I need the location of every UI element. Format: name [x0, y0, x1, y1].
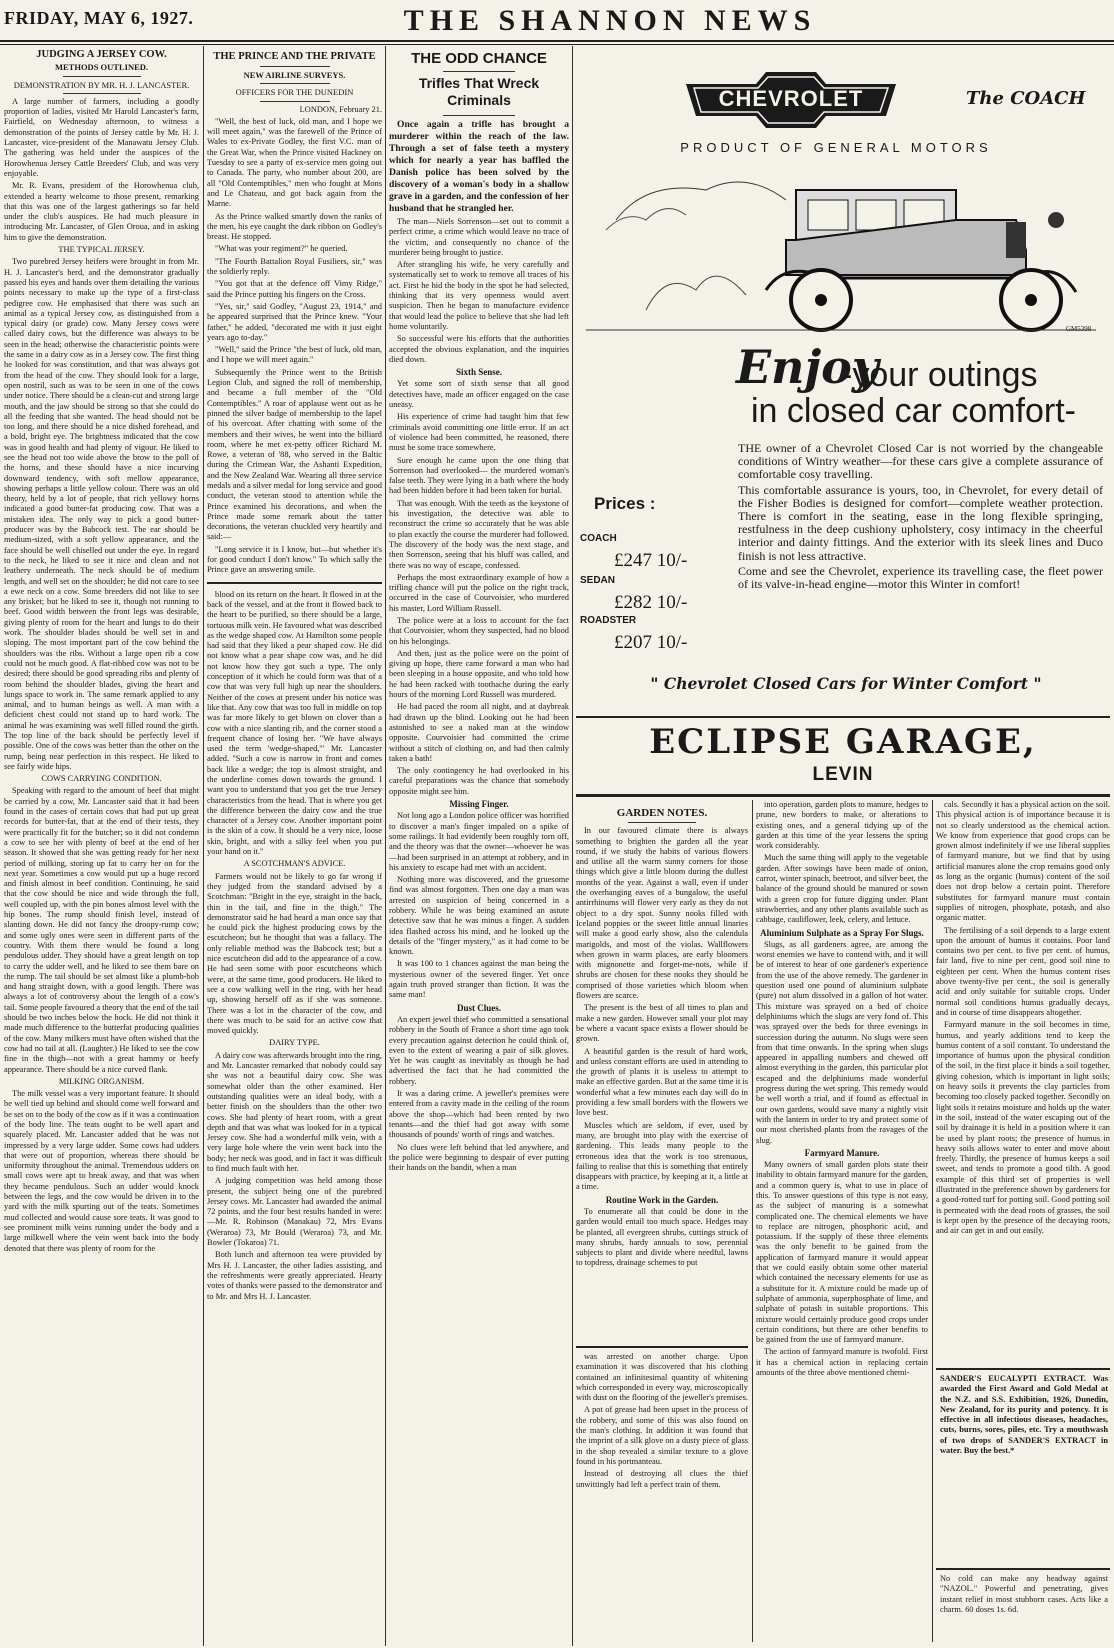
paragraph: "Well, the best of luck, old man, and I hope we will meet again," was the farewell of the Prince of Wales to ex-Private Godley, the first V.C. man of the Great War, when the Prince visited Hackney on Tuesday to see a party of ex-service men going out to Canada. The party, who number about 200, are all "Old Contemptibles," men who fought at Mons and Le Chateau, and got back again from the Marne. — [207, 116, 382, 209]
price-coach — [580, 528, 740, 572]
headline-line-2: in closed car comfort- — [751, 392, 1076, 430]
masthead-rule-thin — [0, 44, 1114, 45]
ad-text: SANDER'S EUCALYPTI EXTRACT. Was awarded the First Award and Gold Medal at the N.Z. and S.S. Exhibition, 1926, Dunedin, New Zealand, for its purity and potency. It is effective in all infectious diseases, headaches, cuts, burns, sores, piles, etc. Try a mouthwash of two drops of SANDER'S EXTRACT in water. Buy the best.* — [940, 1374, 1108, 1456]
masthead-rule — [0, 40, 1114, 42]
paragraph: into operation, garden plots to manure, hedges to prune, new borders to make, or alterations to existing ones, and a general tidying up of the garden at this time of the year lessens the spring work considerably. — [756, 800, 928, 851]
divider — [443, 71, 515, 72]
dateline: LONDON, February 21. — [299, 104, 382, 114]
model-label: ROADSTER — [580, 615, 637, 626]
brand-name: CHEVROLET — [718, 86, 864, 111]
paragraph: As the Prince walked smartly down the ranks of the men, his eye caught the dark ribbon on Godley's breast. He stopped. — [207, 211, 382, 242]
paragraph: Both lunch and afternoon tea were provided by Mrs H. J. Lancaster, the other ladies assisting, and the refreshments were greatly appreciated. Hearty votes of thanks were passed to the demonstrator and to Mr. and Mrs H. J. Lancaster. — [207, 1250, 382, 1301]
model-label: COACH — [580, 533, 617, 544]
article-jersey-cow — [4, 50, 199, 1642]
nazol-ad — [940, 1574, 1108, 1644]
section-heading: COWS CARRYING CONDITION. — [41, 774, 162, 784]
garden-notes-column-2 — [756, 800, 928, 1642]
paragraph: It was 100 to 1 chances against the man being the mysterious owner of the severed finger. Yet once again truth proved stranger than fiction. It was the same man! — [389, 959, 569, 1000]
section-heading: Farmyard Manure. — [804, 1147, 880, 1158]
paragraph: Farmyard manure in the soil becomes in time, humus, and yearly additions tend to keep the humus content of a soil constant. To understand the importance of humus upon the physical condition of the soil, in the first place it binds a soil together, giving cohesion, which is important in light soils; on heavy soils it prevents the clay particles from becoming too closely packed together. Secondly on light soils it retains moisture and holds up the water in the soil, instead of the water escaping out of the soil by drainage it is held in a position where it can be used by plant roots; the presence of humus in heavy soils allows water to enter and move about freely. Thirdly, the presence of humus keeps a soil sweet, and tends to promote a good tilth. A good example of this third set of properties is well illustrated in the preference shown by gardeners for a good-rotted turf for potting soil. Good potting soil is permeated with the dead roots of grasses, the soil is kept open by the presence of the decaying roots, and air can get in and out easily. — [936, 1020, 1110, 1236]
column-divider — [203, 46, 204, 1646]
paragraph: He had paced the room all night, and at daybreak had drawn up the blind. Looking out he had been astonished to see a naked man at the window opposite. Courvoisier had committed the crime without a stitch of clothing on, and had then calmly taken a bath! — [389, 702, 569, 763]
paragraph: was arrested on another charge. Upon examination it was discovered that his clothing contained an infinitesimal quantity of whitening which corresponded in every way, microscopically with dust on the flooring of the jeweller's premises. — [576, 1352, 748, 1403]
paragraph: The action of farmyard manure is twofold. First it has a chemical action in replacing certain amounts of the three above mentioned chemi- — [756, 1347, 928, 1378]
paragraph: The present is the best of all times to plan and make a new garden. However small your plot may be where a vacant space exists a flower should be grown. — [576, 1003, 748, 1044]
paragraph: No clues were left behind that led anywhere, and the police were beginning to despair of ever putting their hands on the bandit, when a man — [389, 1142, 569, 1173]
divider — [260, 83, 330, 84]
column-divider — [385, 46, 386, 1646]
article-title: JUDGING A JERSEY COW. — [36, 50, 167, 60]
paragraph: Not long ago a London police officer was horrified to discover a man's finger impaled on a spike of some railings. It had evidently been roughly torn off, and the theory was that the owner—whoever he was—had been surprised in an attempt at robbery, and in his anxiety to escape had met with an accident. — [389, 811, 569, 872]
paragraph: The man—Niels Sorrenson—set out to commit a perfect crime, a crime which would leave no trace of the victim, and consequently no chance of the murderer being brought to justice. — [389, 217, 569, 257]
article-subtitle: NEW AIRLINE SURVEYS. — [243, 70, 346, 80]
paragraph: A pot of grease had been upset in the process of the robbery, and some of this was also found on the man's clothing. In addition it was found that the imprint of a silk glove on a dusty piece of glass in the shop revealed a similar texture to a glove found in his portmanteau. — [576, 1405, 748, 1466]
paragraph: In our favoured climate there is always something to brighten the garden all the year round, if we study the habits of various flowers and utilise all the warm sunny corners for those things which give a little bloom during the dullest months of the year. Against a wall, even if under the overhanging eaves of a bungalow, the useful antirrhinums will flower very early as they do not object to a dry spot. Sunny nooks filled with Iceland poppies or the sweet little annual linaries will make a good early show, also the calendula marigolds, and most of the violas. Wallflowers when grown in warm places, are early bloomers with mignonette and forget-me-nots, while if shrubs are chosen for these nooks they should be comprised of those varieties which bloom when flowers are scarce. — [576, 826, 748, 1001]
paragraph: Muscles which are seldom, if ever, used by many, are brought into play with the exercise of gardening. This leads many people to the erroneous idea that the work is too strenuous, failing to realise that this is something that entirely disappears with practice, by keeping at it, a little at a time. — [576, 1120, 748, 1192]
column-divider — [932, 800, 933, 1642]
divider — [260, 101, 330, 102]
article-title: THE PRINCE AND THE PRIVATE — [213, 51, 376, 62]
section-rule — [576, 1346, 748, 1348]
chevrolet-advertisement — [576, 50, 1110, 712]
car-illustration-icon — [586, 160, 1096, 340]
paragraph: The fertilising of a soil depends to a large extent upon the amount of humus it contains. Poor land contains two per cent. to five per cent. of humus, fair land, five to nine per cent, good soil nine to eighteen per cent. When the humus content rises above twenty-five per cent., the soil is generally acid and only suitable for suitable crops. Under normal soil conditions humus gradually decays, and in course of time disappears altogether. — [936, 925, 1110, 1017]
paragraph: It was a daring crime. A jeweller's premises were entered from a cavity made in the ceiling of the room above the shop—which had been rented by two tenants—and the thief had got away with some thousands of pounds' worth of rings and watches. — [389, 1089, 569, 1140]
price-value: £207 10/- — [614, 632, 688, 653]
paragraph: "You got that at the defence off Vimy Ridge," said the Prince putting his fingers on the Cross. — [207, 279, 382, 299]
paragraph: Sure enough he came upon the one thing that Sorrenson had overlooked— the murdered woman's false teeth. They were lying in a bath where the body had been hidden before it had been taken for burial. — [389, 455, 569, 496]
paragraph: Nothing more was discovered, and the gruesome find was almost forgotten. Then one day a man was arrested on suspicion of being concerned in a robbery. While he was being examined an astute detective saw that he was minus a finger. A sudden idea flashed across his mind, and he looked up the details of the "finger mystery," as it had come to be known. — [389, 875, 569, 957]
article-byline: OFFICERS FOR THE DUNEDIN — [235, 87, 354, 98]
price-value: £247 10/- — [614, 550, 688, 571]
paragraph: An expert jewel thief who committed a sensational robbery in the South of France a short time ago took every precaution against detection he could think of, even to the extent of wearing a pair of silk gloves. Yet he was caught as inevitably as though he had advertised the fact that he had committed the robbery. — [389, 1014, 569, 1086]
section-heading: Dust Clues. — [456, 1002, 501, 1013]
article-odd-chance-continued — [576, 1352, 748, 1642]
paragraph: Two purebred Jersey heifers were brought in from Mr. H. J. Lancaster's herd, and the demonstrator gradually passed his eyes and hands over them detailing the various points necessary to make up the type of a first-class pedigree cow. He emphasised that there was such an animal as a typical Jersey cow, as distinguished from a typical dairy (or grade) cow. Many Jersey cows were called dairy cows, but the difference was always to be seen in the head; otherwise the characteristic points were the same in a dairy cow as in a Jersey cow. The first thing he looked for was constitution, and that was always got from the head of the cow. They should look for a large, open nostril, such as was to be seen in one of the cows under notice. There should be a clean-cut and strong large mouth, and the jaw should be strong so that she could do all the feeding that she wanted. The head should not be too long, and there should be a nice dished forehead, and a bold, bright eye. The brightness indicated that the cow was in good health and had plenty of vigour. He liked to see the head not too wide above the brow to the poll of the horns, and these should have a nice incurving downward tendency, with soft mellow appearance, showing perhaps a little yellow colour. There was an old theory, held by a lot of people, that rich yellowy horns indicated a good butter-fat producing cow. That was a mistaken idea. The only way to pick a good butter-producer was by the Babcock test. The ear should be medium-sized, with a soft yellow appearance, and the face should be well chiselled out under the eye. In regard to the neck, he liked to see it nice and clean and not leathery underneath. The neck should be of medium length, and well set on the shoulder; he did not care to see a ewe neck on a cow. Some breeders did not like to see any brisket; but he liked to see it, though not running to beef. Good width between the front legs was desirable, giving plenty of room for the heart and lungs to do their work. The shoulder blades should be well set in and sloping. The most important part of the cow behind the shoulders was the ribs. Without a large open rib a cow could not be much good. A flat-ribbed cow was not to be desired; there should be good spreading ribs and plenty of room behind the shoulder blades, giving the heart and lungs space to work in. The same remark applied to any animal, and to human beings as well. A man with a deficient chest could not stand up to hard work. The animal he was examining was well filled round the girth. The top line of the back should be perfectly level if possible. One of the cows was better than the other on the rump, being near perfection in this respect. He liked to see fairly wide hips. — [4, 257, 199, 771]
chevrolet-logo — [686, 72, 896, 128]
model-name: The COACH — [966, 88, 1086, 109]
paragraph: That was enough. With the teeth as the keystone of his investigation, the detective was able to reconstruct the crime so accurately that he was able to plan exactly the course the murderer had followed. The discovery of the body was the next stage, and then Sorrenson, seeing that his bluff was called, and there was no way of escape, confessed. — [389, 498, 569, 570]
paragraph: A beautiful garden is the result of hard work, and unless constant efforts are used in attending to the growth of plants it is useless to attempt to make an effective garden. But at the same time it is wonderful what a few minutes each day will do in providing a few small borders with the flowers we love best. — [576, 1046, 748, 1118]
paragraph: Speaking with regard to the amount of beef that might be carried by a cow, Mr. Lancaster said that it had been found in the cases of certain cows that had put up great records for butter-fat, that at the end of their tests, they were practically fit for the butcher; so it did not condemn a cow to see her with plenty of beef at the end of her season. It showed that she was getting ready for her next period of milking, storing up fat to carry her on for the next year. Sometimes a cow would put up a huge record and finish almost in beef condition. Continuing, he said that the cow should be nice and wide through the full, well coupled up, with the pin bones almost level with the hip bones. The rump should finish level, instead of slanting down. He did not fancy the droopy-rump cow; and some ugly ones were seen in different parts of the country. With them there would be found a long pendulous udder. They should have a great length on top to carry the udder well, and he liked to see them bare on the rump. The tail should be set almost like a plumb-bob and hang straight down, with a good length. There was always a lot of controversy about the length of a cow's tail. Some people favoured a theory that the end of the tail should be two inches below the hock. He did not think it made much difference to the butterfat producing qualities of the cow. Many milkers must have often wished that the cow had no tail at all. (Laughter.) He liked to see the cow fine in the thigh—not with a great hammy or beefy appearance. There should be a nice curved flank. — [4, 786, 199, 1074]
paragraph: A dairy cow was afterwards brought into the ring, and Mr. Lancaster remarked that nobody could say she was not a beautiful dairy cow. She was somewhat older than the other examined. Her outstanding qualities were an ideal body, with a better finish on the shoulders than the other two cows. She had plenty of heart room, with a great depth and that was what was looked for in a typical Jersey cow. She had a wonderful milk vein, with a very large hole where the vein went back into the body; her neck was good, and in fact it was difficult to find much fault with her. — [207, 1050, 382, 1173]
section-heading: MILKING ORGANISM. — [58, 1076, 145, 1086]
paragraph: "The Fourth Battalion Royal Fusiliers, sir," was the soldierly reply. — [207, 256, 382, 277]
paragraph: cals. Secondly it has a physical action on the soil. This physical action is of importance because it is not so clearly understood as the chemical action. We know from experience that good crops can be grown almost indefinitely if we use liberal supplies of farmyard manure, but we find that by using artificial manures alone the crop remains good only as long as the organic (humus) content of the soil does not drop below a certain point. Therefore substitutes for farmyard manure must contain supplies of nitrogen, phosphate, potash, and also organic matter. — [936, 800, 1110, 923]
ad-body-paragraph: This comfortable assurance is yours, too, in Chevrolet, for every detail of the Fisher Bodies is designed for comfort—complete weather protection. There is comfort in the seating, ease in the long flexible springing, restfulness in the deep cushiony upholstery, cosy intimacy in the cheerful interior and dainty fittings. And the exterior with its sleek lines and Duco finish is not less attractive. — [738, 482, 1103, 563]
article-title: GARDEN NOTES. — [616, 807, 708, 819]
section-heading: THE TYPICAL JERSEY. — [58, 245, 145, 255]
divider — [63, 76, 141, 77]
paragraph: His experience of crime had taught him that few criminals avoid committing one little error. If an act of violence had been committed, he reasoned, there must be some trace somewhere. — [389, 412, 569, 453]
headline-script: Enjoy — [736, 340, 879, 394]
column-divider — [572, 46, 573, 1646]
paragraph: The milk vessel was a very important feature. It should be well tied up behind and should come well forward and be set on to the body of the cow as if it was a continuation of the body line. The teats ought to be well apart and squarely placed. Mr. Lancaster added that he was not impressed by a very large udder. Some cows had udders that were out of proportion, whereas there should be uniformity throughout the animal. Tremendous udders on small cows were apt to break away, and that was when they became pendulous. Such an udder would knock between the legs, and the cow would be driven in to the yard with the milk spurting out of the teats. Sometimes mud collected and would cause sore teats. It was good to see prominent milk veins running under the body and a large milkwell where the vein went back into the body denoted that there was plenty of room for the — [4, 1089, 199, 1253]
paragraph: Perhaps the most extraordinary example of how a trifling chance will put the police on the right track, occurred in the case of Courvoisier, who murdered his master, Lord William Russell. — [389, 572, 569, 613]
paragraph: Instead of destroying all clues the thief unwittingly had left a perfect train of them. — [576, 1469, 748, 1489]
model-label: SEDAN — [580, 575, 616, 586]
divider — [260, 66, 330, 67]
paragraph: blood on its return on the heart. It flowed in at the back of the vessel, and at the front it flowed back to the heart to be purified, so there should be a large, tortuous milk vein. He favoured what was described as the wedge shaped cow. At Hamilton some people had said that they liked a pear shaped cow. He did not know what a pear shape cow was, and he did not know how they got such a type. The only conception of it which he could form was that of a cow that was very full high up near the shoulders. Neither of the cows at present under his notice was like that. Any cow that was too full in middle on top was far more likely to get blown on clover than a cow with a nice slanting rib, and the corner stood a frequent chance of losing her. "We have always used the term 'wedge-shaped,'" Mr. Lancaster added. "Such a cow is narrow in front and comes back like a wedge; the top is almost straight, and the underline comes down towards the ground. I want you to understand that you get the true Jersey characteristics from the head. That is where you get the difference between the dairy cow and the true character of a Jersey cow. Another important point is the skin of a cow. It should be a very nice, loose skin, bright, and with a silky feel when you put your hand on it." — [207, 589, 382, 857]
paragraph: A judging competition was held among those present, the subject being one of the purebred Jersey cows. Mr. Lancaster had awarded the animal 72 points, and the four best results handed in were:—Mr. R. Robinson (Manakau) 72, Mrs Evans (Weraroa) 73, Mr Bould (Weraroa) 73, and Mr. Bowler (Tokaroa) 71. — [207, 1176, 382, 1248]
section-heading: Routine Work in the Garden. — [605, 1194, 719, 1205]
ad-tagline: PRODUCT OF GENERAL MOTORS — [680, 140, 992, 155]
divider — [63, 93, 141, 94]
section-rule — [207, 582, 382, 584]
ad-rule — [576, 794, 1110, 797]
section-heading: Aluminium Sulphate as a Spray For Slugs. — [760, 927, 924, 938]
section-heading: Missing Finger. — [449, 799, 509, 810]
ad-rule — [576, 716, 1110, 718]
garage-name: ECLIPSE GARAGE, — [649, 722, 1037, 762]
article-byline: DEMONSTRATION BY MR. H. J. LANCASTER. — [13, 79, 190, 90]
ad-body-paragraph: THE owner of a Chevrolet Closed Car is not worried by the changeable conditions of Wintry weather—for these cars give a complete assurance of comfortable cosy travelling. — [738, 441, 1103, 482]
article-title: THE ODD CHANCE — [411, 50, 547, 67]
paragraph: The police were at a loss to account for the fact that Courvoisier, whom they suspected, had no blood on his belongings. — [389, 615, 569, 646]
paragraph: "What was your regiment?" he queried. — [215, 244, 348, 254]
ad-body — [738, 442, 1103, 591]
section-rule — [936, 1368, 1110, 1370]
price-sedan — [580, 570, 740, 614]
price-value: £282 10/- — [614, 592, 688, 613]
section-heading: A SCOTCHMAN'S ADVICE. — [243, 859, 346, 869]
paragraph: A large number of farmers, including a goodly proportion of ladies, visited Mr Harold Lancaster's farm, Fairfield, on Wednesday afternoon, to witness a demonstration of the points of Jersey cattle by Mr. H. J. Lancaster, vice-president of the Manawatu Jersey Club. The gathering was held under the auspices of the Horowhenua Jersey Cattle Breeders' Club, and was very enjoyable. — [4, 96, 199, 178]
section-rule — [936, 1568, 1110, 1570]
paragraph: Yet some sort of sixth sense that all good detectives have, made an officer engaged on the case uneasy. — [389, 379, 569, 410]
paragraph: The only contingency he had overlooked in his careful preparations was the chance that somebody opposite might see him. — [389, 766, 569, 796]
paragraph: Much the same thing will apply to the vegetable garden. After sowings have been made of onion, carrot, winter spinach, beetroot, and silver beet, the balance of the ground should be manured or sown with a green crop for future digging under. Plant strawberries, and any other plants available such as cabbage, cauliflower, leek, celery, and lettuce. — [756, 853, 928, 925]
paragraph: Farmers would not be likely to go far wrong if they judged from the standard advised by a Scotchman: "Bright in the eye, straight in the back, thin in the tail, and fine in the thigh." The demonstrator said he had heard a man once say that he could pick the highest producing cows by the escutcheon; but he thought that was a fallacy. The only reliable method was the Babcock test; but a nice escutcheon did add to the appearance of a cow. He had seen some with poor escutcheons which were, at the same time, good producers. He liked to see a cow walking well in the ring, with her head up, showing herself off as if she was someone. There was a lot in the character of the cow, and there was much to be said for an active cow that moved quickly. — [207, 871, 382, 1036]
paragraph: Subsequently the Prince went to the British Legion Club, and signed the roll of membership, and became a full member of the "Old Contemptibles." A roar of applause went out as he pinned the silver badge of membership to the lapel of his overcoat. After chatting with some of the members and their wives, he went into the billiard room, where he met ex-petty officer Richard M. Rowe, a veteran of '88, who served in the Baltic during the Crimean War, the Ashanti Expedition, and the New Zealand War. Wearing all three service medals and a silver medal for long service and good conduct, the veteran stood to attention while the Prince examined his decorations, and when the Prince made some remark about the tatter decorations, the veteran chuckled very heartily and said:— — [207, 367, 382, 542]
article-prince-private — [207, 50, 382, 1642]
column-divider — [752, 800, 753, 1642]
article-headline: Trifles That Wreck Criminals — [418, 75, 540, 108]
paragraph: "Long service it is I know, but—but whether it's for good conduct I don't know." To which sally the Prince gave an answering smile. — [207, 544, 382, 575]
ad-slogan: " Chevrolet Closed Cars for Winter Comfort " — [650, 674, 1042, 693]
art-code: GM5398 — [1066, 325, 1092, 333]
newspaper-title: THE SHANNON NEWS — [403, 4, 817, 37]
ad-body-paragraph: Come and see the Chevrolet, experience its travelling case, the fleet power of its valve-in-head engine—motor this Winter in comfort! — [738, 563, 1103, 592]
paragraph: Slugs, as all gardeners agree, are among the worst enemies we have to contend with, and it will be of interest to hear of one gardener's experience from the use of the above remedy. The gardener in question used one pound of aluminium sulphate (pure) not alum dissolved in a gallon of hot water. This mixture was sprayed on a bed of choice delphiniums which the slugs are very fond of. This was sprayed over the beds for three evenings in succession during the autumn. No slugs were seen from that time onwards. In the spring when slugs appeared in appalling numbers and chewed off almost everything in the garden, this particular plot escaped and the delphiniums made wonderful progress during the wet spring. This remedy would be well worth a trial, and if found as effectual in our own gardens, would save many a nightly visit with the lantern in order to try and protect some of our most cherished plants from the ravages of the slug. — [756, 939, 928, 1145]
sanders-extract-ad — [940, 1374, 1108, 1524]
paragraph: Many owners of small garden plots state their inability to obtain farmyard manure for the garden, and a common query is, what to use in place of this. To answer questions of this type is not easy, as the subject of manuring is a somewhat complicated one. The chemical elements we have to replace are nitrogen, phosphoric acid, and potassium. If the supply of these three elements was the only benefit to be gained from the application of farmyard manure it would appear that we could easily obtain some other material which contained the necessary elements for use as a substitute for it. A mixture could be made up of sulphate of ammonia, superphosphate of lime, and sulphate of potash in suitable proportions. This mixture would certainly produce good crops under certain conditions, but there are other benefits to be gained from the use of farmyard manure. — [756, 1160, 928, 1345]
price-roadster — [580, 610, 740, 654]
ad-text: No cold can make any headway against "NAZOL." Powerful and penetrating, gives instant relief in most stubborn cases. Acts like a charm. 60 doses 1s. 6d. — [940, 1574, 1108, 1614]
paragraph: After strangling his wife, he very carefully and systematically set to work to remove all traces of his act. First he hid the body in the spot he had selected, thinking that its very openness would avert suspicion. Then he began to manufacture evidence that would lead the police to believe that she had left home voluntarily. — [389, 260, 569, 331]
section-heading: DAIRY TYPE. — [269, 1038, 320, 1048]
article-subtitle: METHODS OUTLINED. — [54, 62, 149, 73]
paragraph: So successful were his efforts that the authorities accepted the obvious explanation, and the inquiries died down. — [389, 334, 569, 364]
headline-line-1: -your outings — [841, 356, 1038, 394]
paragraph: "Well," said the Prince "the best of luck, old man, and I hope we will meet again." — [207, 345, 382, 365]
paragraph: "Yes, sir," said Godley, "August 23, 1914," and he appeared surprised that the Prince knew. "Your father," he added, "decorated me with it just eight years ago to-day." — [207, 301, 382, 342]
article-garden-notes — [576, 800, 750, 1642]
garden-notes-column-3 — [936, 800, 1110, 1300]
issue-date: FRIDAY, MAY 6, 1927. — [4, 8, 194, 28]
divider — [443, 115, 515, 116]
paragraph: Mr. R. Evans, president of the Horowhenua club, extended a hearty welcome to those present, remarking that this was one of the largest gatherings so far held under the club's auspices. He had much pleasure in introducing Mr. Lancaster, of Glen Oroua, and in asking him to give the demonstration. — [4, 181, 199, 242]
garage-town: LEVIN — [812, 764, 874, 785]
divider — [628, 822, 697, 823]
article-odd-chance — [389, 50, 569, 1642]
prices-label: Prices : — [594, 494, 656, 513]
paragraph: To enumerate all that could be done in the garden would entail too much space. Hedges may be planted, all evergreen shrubs, cuttings struck of many shrubs, hardy annuals to sow, perennial subjects to plant and divide where needful, lawns to topdress, drainage schemes to put — [576, 1206, 748, 1268]
section-heading: Sixth Sense. — [455, 367, 502, 378]
paragraph: And then, just as the police were on the point of giving up hope, there came forward a man who had been sleeping in a house opposite, and who told how he had been racked with toothache during the early hours of the morning Lord Russell was murdered. — [389, 648, 569, 700]
lead-paragraph: Once again a trifle has brought a murderer within the reach of the law. Through a set of false teeth a mystery which for nearly a year has baffled the Danish police has been solved by the discovery of a woman's body in a shallow grave in a garden, and the confession of her husband that he strangled her. — [389, 119, 569, 214]
